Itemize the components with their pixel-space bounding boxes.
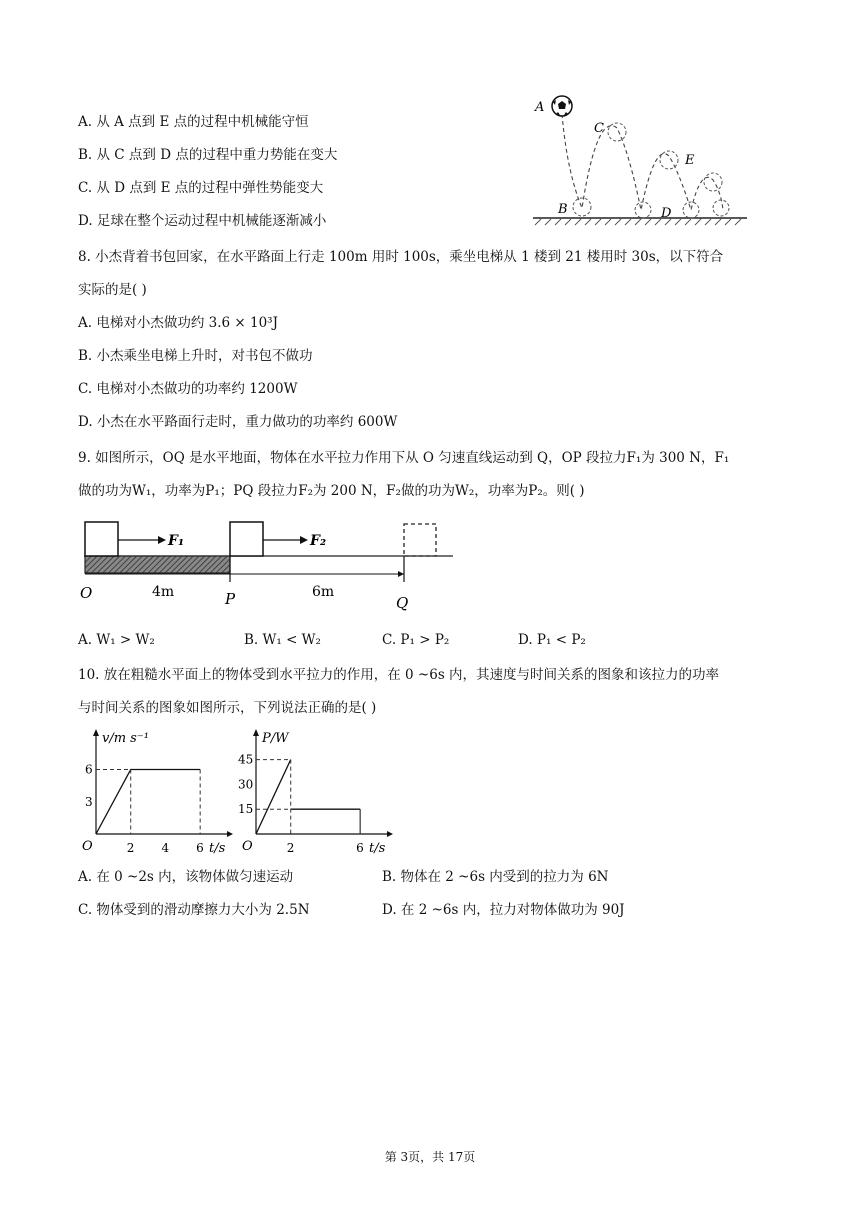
bouncing-ball-figure — [525, 92, 755, 226]
x-tick-label: 2 — [286, 841, 295, 855]
q7-option-b: B. 从 C 点到 D 点的过程中重力势能在变大 — [78, 147, 338, 163]
x-axis-arrow — [227, 831, 233, 837]
q8-stem-line2: 实际的是( ) — [78, 282, 147, 298]
block-final-position — [404, 524, 436, 556]
label-d: D — [661, 206, 672, 221]
y-axis-arrow — [93, 729, 99, 736]
q10-option-a: A. 在 0 ~2s 内，该物体做匀速运动 — [78, 869, 294, 885]
x-axis-label: t/s — [369, 841, 386, 856]
x-tick-label: 4 — [161, 841, 170, 855]
force-f1-label: F₁ — [168, 533, 185, 549]
y-axis-arrow — [253, 729, 259, 736]
q9-option-a: A. W₁ > W₂ — [78, 632, 155, 648]
q9-stem-line2: 做的功为W₁，功率为P₁；PQ 段拉力F₂为 200 N，F₂做的功为W₂，功率为P₂。则( ) — [78, 483, 585, 499]
x-axis-label: t/s — [209, 841, 226, 856]
y-tick-label: 6 — [85, 762, 93, 777]
q8-stem-line1: 8. 小杰背着书包回家，在水平路面上行走 100m 用时 100s，乘坐电梯从 1 楼到 21 楼用时 30s，以下符合 — [78, 249, 724, 265]
q9-option-c: C. P₁ > P₂ — [382, 632, 450, 648]
power-time-chart — [236, 728, 406, 858]
page-footer: 第 3页，共 17页 — [384, 1150, 476, 1164]
velocity-time-chart — [76, 728, 246, 858]
x-tick-label: 2 — [126, 841, 135, 855]
point-p-label: P — [225, 590, 236, 608]
q10-option-c: C. 物体受到的滑动摩擦力大小为 2.5N — [78, 902, 310, 918]
q10-option-b: B. 物体在 2 ~6s 内受到的拉力为 6N — [382, 869, 609, 885]
q8-option-a: A. 电梯对小杰做功约 3.6 × 10³J — [78, 315, 278, 331]
x-tick-label: 6 — [356, 841, 364, 855]
y-tick-label: 30 — [238, 777, 254, 792]
y-tick-label: 3 — [85, 794, 93, 809]
y-tick-label: 45 — [238, 752, 254, 767]
force-f2-label: F₂ — [310, 533, 327, 549]
origin-label: O — [242, 839, 253, 854]
origin-label: O — [82, 839, 93, 854]
data-line — [96, 770, 200, 835]
q8-option-d: D. 小杰在水平路面行走时，重力做功的功率约 600W — [78, 414, 398, 430]
label-b: B — [558, 202, 568, 217]
label-c: C — [594, 121, 604, 136]
q10-option-d: D. 在 2 ~6s 内，拉力对物体做功为 90J — [382, 902, 625, 918]
q10-stem-line1: 10. 放在粗糙水平面上的物体受到水平拉力的作用，在 0 ~6s 内，其速度与时间关系的图象和该拉力的功率 — [78, 667, 720, 683]
x-axis-arrow — [387, 831, 393, 837]
q7-option-c: C. 从 D 点到 E 点的过程中弹性势能变大 — [78, 180, 324, 196]
data-line — [256, 760, 291, 834]
q10-stem-line2: 与时间关系的图象如图所示，下列说法正确的是( ) — [78, 700, 377, 716]
point-q-label: Q — [396, 594, 409, 612]
block-1 — [85, 522, 118, 556]
point-o-label: O — [80, 584, 93, 602]
x-tick-label: 6 — [196, 841, 204, 855]
distance-pq-label: 6m — [312, 584, 335, 600]
q7-option-a: A. 从 A 点到 E 点的过程中机械能守恒 — [78, 114, 309, 130]
q8-option-c: C. 电梯对小杰做功的功率约 1200W — [78, 381, 298, 397]
q8-option-b: B. 小杰乘坐电梯上升时，对书包不做功 — [78, 348, 313, 364]
q9-stem-line1: 9. 如图所示，OQ 是水平地面，物体在水平拉力作用下从 O 匀速直线运动到 Q，OP 段拉力F₁为 300 N，F₁ — [78, 450, 730, 466]
block-2 — [230, 522, 263, 556]
q9-option-b: B. W₁ < W₂ — [244, 632, 321, 648]
q7-option-d: D. 足球在整个运动过程中机械能逐渐减小 — [78, 213, 327, 229]
label-e: E — [685, 153, 695, 168]
distance-op-label: 4m — [152, 584, 175, 600]
q9-option-d: D. P₁ < P₂ — [518, 632, 586, 648]
pulling-block-figure — [78, 518, 458, 614]
label-a: A — [535, 100, 545, 115]
y-tick-label: 15 — [238, 802, 254, 817]
y-axis-label: v/m s⁻¹ — [102, 731, 149, 746]
y-axis-label: P/W — [262, 731, 289, 746]
